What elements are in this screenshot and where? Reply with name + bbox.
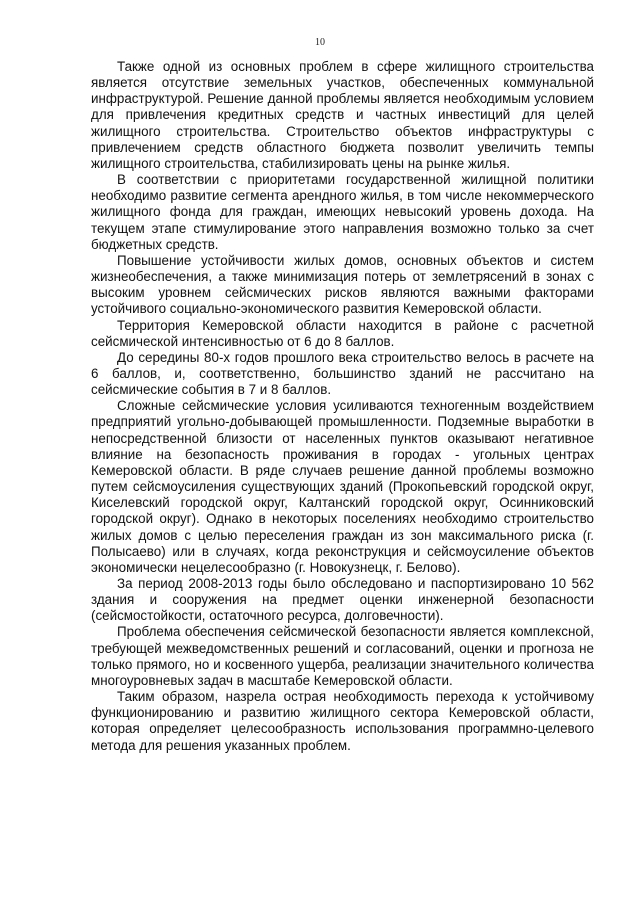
- paragraph-building-survey: За период 2008-2013 годы было обследовано и паспортизировано 10 562 здания и сооружения на предмет оценки инженерной безопасности (сейсмостойкости, остаточного ресурса, долговечности).: [91, 576, 594, 624]
- paragraph-rental-housing: В соответствии с приоритетами государственной жилищной политики необходимо развитие сегмента арендного жилья, в том числе некоммерческого жилищного фонда для граждан, имеющих невысокий уровень дохода. На текущем этапе стимулирование этого направления возможно только за счет бюджетных средств.: [91, 172, 594, 252]
- paragraph-infrastructure: Также одной из основных проблем в сфере жилищного строительства является отсутствие земельных участков, обеспеченных коммунальной инфраструктурой. Решение данной проблемы является необходимым условием для привлечения кредитных средств и частных инвестиций для целей жилищного строительства. Строительство объектов инфраструктуры с привлечением средств областного бюджета позволит увеличить темпы жилищного строительства, стабилизировать цены на рынке жилья.: [91, 59, 594, 171]
- paragraph-earthquake-resilience: Повышение устойчивости жилых домов, основных объектов и систем жизнеобеспечения, а также минимизация потерь от землетрясений в зонах с высоким уровнем сейсмических рисков являются важными факторами устойчивого социально-экономического развития Кемеровской области.: [91, 252, 594, 317]
- paragraph-construction-history: До середины 80-х годов прошлого века строительство велось в расчете на 6 баллов, и, соответственно, большинство зданий не рассчитано на сейсмические события в 7 и 8 баллов.: [91, 349, 594, 398]
- document-body: [91, 59, 594, 754]
- paragraph-seismic-conditions: Сложные сейсмические условия усиливаются техногенным воздействием предприятий угольно-добывающей промышленности. Подземные выработки в непосредственной близости от населенных пунктов оказывают негативное влияние на безопасность проживания в городах - угольных центрах Кемеровской области. В ряде случаев решение данной проблемы возможно путем сейсмоусиления существующих зданий (Прокопьевский городской округ, Киселевский городской округ, Калтанский городской округ, Осинниковский городской округ). Однако в некоторых поселениях необходимо строительство жилых домов с целью переселения граждан из зон максимального риска (г. Полысаево) или в случаях, когда реконструкция и сейсмоусиление объектов экономически нецелесообразно (г. Новокузнецк, г. Белово).: [91, 398, 594, 575]
- paragraph-conclusion: Таким образом, назрела острая необходимость перехода к устойчивому функционированию и развитию жилищного сектора Кемеровской области, которая определяет целесообразность использования программно-целевого метода для решения указанных проблем.: [91, 689, 594, 753]
- paragraph-seismic-intensity: Территория Кемеровской области находится в районе с расчетной сейсмической интенсивностью от 6 до 8 баллов.: [91, 317, 594, 349]
- page-number: 10: [315, 37, 325, 48]
- paragraph-seismic-safety-problem: Проблема обеспечения сейсмической безопасности является комплексной, требующей межведомственных решений и согласований, оценки и прогноза не только прямого, но и косвенного ущерба, реализации значительного количества многоуровневых задач в масштабе Кемеровской области.: [91, 624, 594, 688]
